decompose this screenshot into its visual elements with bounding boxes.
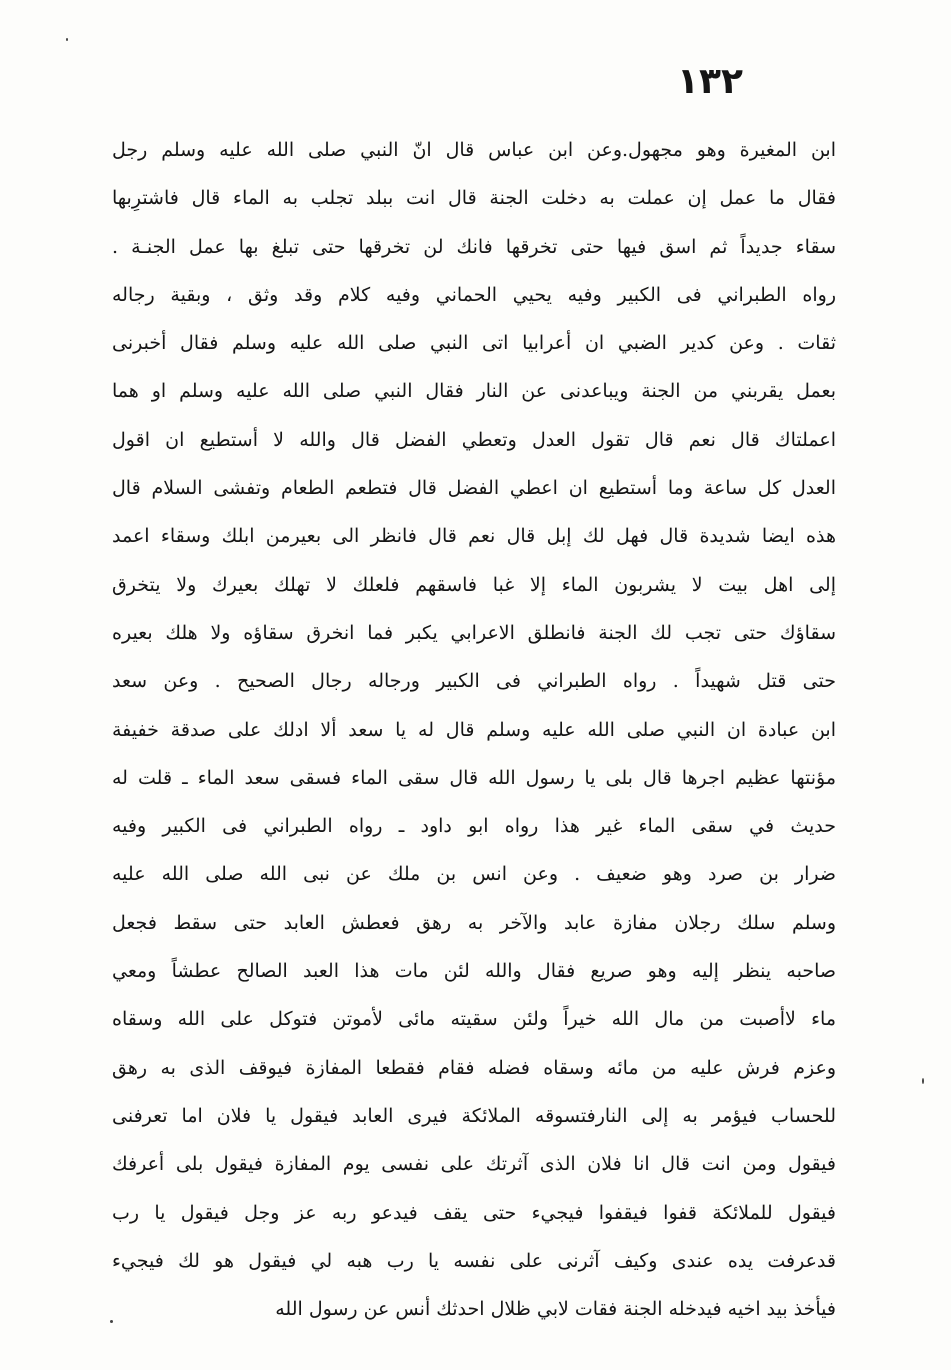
text-line: حديث في سقى الماء غير هذا رواه ابو داود ـ رواه الطبراني فى الكبير وفيه bbox=[112, 815, 836, 838]
scan-speck bbox=[110, 1320, 113, 1323]
scan-speck bbox=[922, 1078, 924, 1084]
text-line: إلى اهل بيت لا يشربون الماء إلا غبا فاسقهم فلعلك لا تهلك بعيرك ولا يتخرق bbox=[112, 573, 836, 596]
text-line: فيقول ومن انت قال انا فلان الذى آثرتك على نفسى يوم المفازة فيقول بلى أعرفك bbox=[112, 1153, 836, 1176]
text-line: العدل كل ساعة وما أستطيع ان اعطي الفضل قال فتطعم الطعام وتفشى السلام قال bbox=[112, 477, 836, 500]
text-line: ثقات . وعن كدير الضبي ان أعرابيا اتى النبي صلى الله عليه وسلم فقال أخبرنى bbox=[112, 332, 836, 355]
text-line: للحساب فيؤمر به إلى النارفتسوقه الملائكة فيرى العابد فيقول يا فلان اما تعرفنى bbox=[112, 1104, 836, 1127]
page-number: ١٣٢ bbox=[677, 61, 743, 102]
text-line: بعمل يقربني من الجنة ويباعدنى عن النار فقال النبي صلى الله عليه وسلم او هما bbox=[112, 380, 836, 403]
scan-speck bbox=[66, 38, 68, 41]
text-line: صاحبه ينظر إليه وهو صريع فقال والله لئن مات هذا العبد الصالح عطشاً ومعي bbox=[112, 960, 836, 983]
text-line: ابن عبادة ان النبي صلى الله عليه وسلم قال له يا سعد ألا ادلك على صدقة خفيفة bbox=[112, 718, 836, 741]
text-line: فيقول للملائكة قفوا فيقفوا فيجيء حتى يقف فيدعو ربه عز وجل فيقول يا رب bbox=[112, 1201, 836, 1224]
text-line: ماء لاأصبت من مال الله خيراً ولئن سقيته مائى لأموتن فتوكل على الله وسقاه bbox=[112, 1008, 836, 1031]
text-line: اعملتاك قال نعم قال تقول العدل وتعطي الفضل قال والله لا أستطيع ان اقول bbox=[112, 428, 836, 451]
text-line: وسلم سلك رجلان مفازة عابد والآخر به رهق فعطش العابد حتى سقط فجعل bbox=[112, 911, 836, 934]
text-line: وعزم فرش عليه من مائه وسقاه فضله فقام فقطعا المفازة فيوقف الذى به رهق bbox=[112, 1056, 836, 1079]
text-line: حتى قتل شهيداً . رواه الطبراني فى الكبير ورجاله رجال الصحيح . وعن سعد bbox=[112, 670, 836, 693]
text-line: قدعرفت يده عندى وكيف آثرنى على نفسه يا رب هبه لي فيقول هو لك فيجيء bbox=[112, 1249, 836, 1272]
text-line: هذه ايضا شديدة قال فهل لك إبل قال نعم قال فانظر الى بعيرمن ابلك وسقاء اعمد bbox=[112, 525, 836, 548]
text-line: ضرار بن صرد وهو ضعيف . وعن انس بن ملك عن نبى الله صلى الله عليه bbox=[112, 863, 836, 886]
text-line: مؤنتها عظيم اجرها قال بلى يا رسول الله قال سقى الماء فسقى سعد الماء ـ قلت له bbox=[112, 766, 836, 789]
text-line: فقال ما عمل إن عملت به دخلت الجنة قال انت ببلد تجلب به الماء قال فاشترِبها bbox=[112, 187, 836, 210]
text-line: سقاؤك حتى تجب لك الجنة فانطلق الاعرابي يكبر فما انخرق سقاؤه ولا هلك بعيره bbox=[112, 621, 836, 644]
text-line: رواه الطبراني فى الكبير وفيه يحيي الحماني وفيه كلام وقد وثق ، وبقية رجاله bbox=[112, 283, 836, 306]
text-line: ابن المغيرة وهو مجهول.وعن ابن عباس قال انّ النبي صلى الله عليه وسلم رجل bbox=[112, 139, 836, 161]
arabic-text-body bbox=[112, 126, 836, 1333]
text-line: سقاء جديداً ثم اسق فيها حتى تخرقها فانك لن تخرقها حتى تبلغ بها عمل الجنـة . bbox=[112, 235, 836, 258]
text-line: فيأخذ بيد اخيه فيدخله الجنة فقات لابي ظلال احدثك أنس عن رسول الله bbox=[275, 1298, 836, 1321]
